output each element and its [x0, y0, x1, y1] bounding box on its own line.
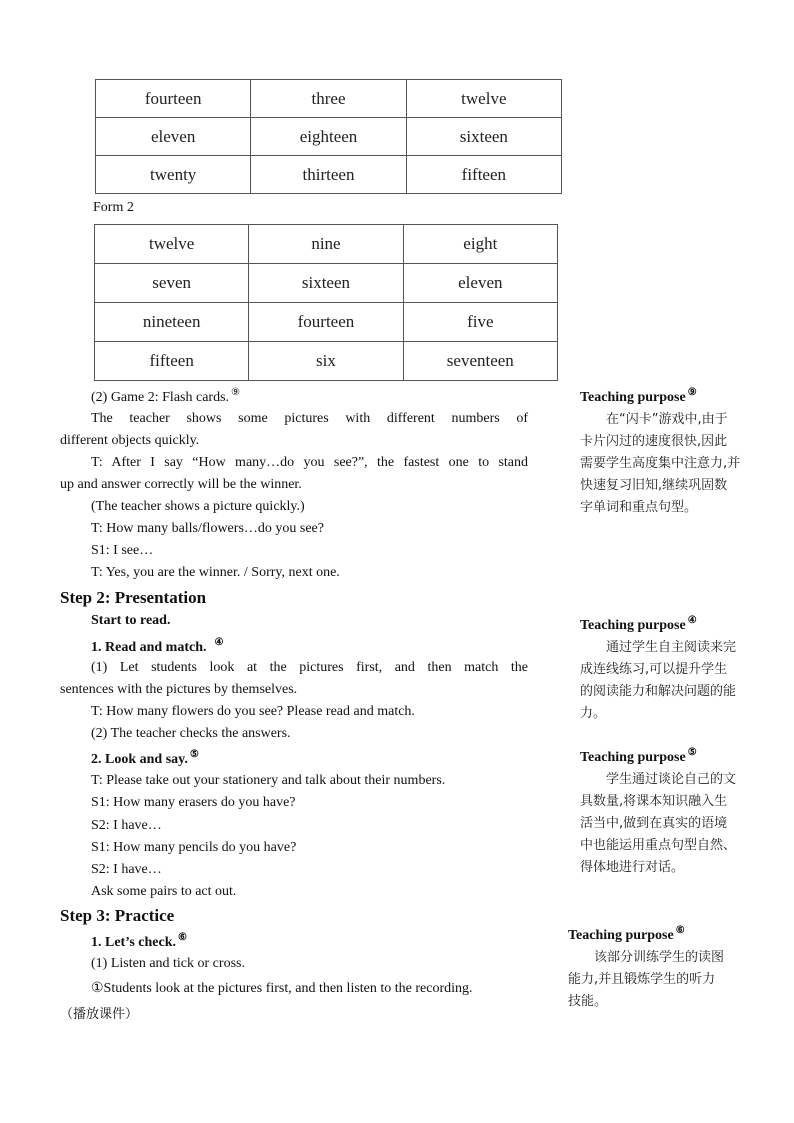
- table-cell: five: [403, 303, 557, 342]
- dialogue-line: S1: How many pencils do you have?: [91, 840, 297, 855]
- table-row: [95, 264, 558, 303]
- table-cell: fourteen: [96, 80, 251, 118]
- table-cell: nineteen: [95, 303, 249, 342]
- teaching-purpose-note: 该部分训练学生的读图 能力,并且锻炼学生的听力 技能。: [568, 950, 725, 1009]
- listen-instruction: ①Students look at the pictures first, and then listen to the recording.: [91, 981, 473, 996]
- step-2-heading: Step 2: Presentation: [60, 588, 207, 607]
- table-cell: seventeen: [403, 342, 557, 381]
- table-cell: twelve: [406, 80, 561, 118]
- teaching-purpose-note: 学生通过谈论自己的文 具数量,将课本知识融入生 活当中,做到在真实的语境 中也能运用重点句型自然、 得体地进行对话。: [580, 772, 737, 875]
- game-2-title: (2) Game 2: Flash cards. ⑨: [91, 387, 240, 405]
- game-2-paragraph-cont: different objects quickly.: [60, 433, 200, 448]
- table-cell: fifteen: [406, 156, 561, 194]
- game-2-stage-note: (The teacher shows a picture quickly.): [91, 499, 305, 514]
- table-cell: nine: [249, 225, 403, 264]
- table-cell: seven: [95, 264, 249, 303]
- table-cell: twelve: [95, 225, 249, 264]
- dialogue-line: S1: I see…: [91, 543, 154, 558]
- table-row: [96, 80, 562, 118]
- teaching-purpose-title: Teaching purpose ⑤: [580, 747, 697, 765]
- lets-check-heading: 1. Let’s check. ⑥: [91, 932, 187, 950]
- listen-tick-cross: (1) Listen and tick or cross.: [91, 956, 245, 971]
- look-and-say-act-out: Ask some pairs to act out.: [91, 884, 237, 899]
- table-cell: fourteen: [249, 303, 403, 342]
- courseware-note: （播放课件）: [60, 1007, 139, 1022]
- teaching-purpose-title: Teaching purpose ⑨: [580, 387, 697, 405]
- game-2-instruction: T: After I say “How many…do you see?”, the fastest one to stand: [91, 455, 528, 470]
- read-and-match-paragraph-cont: sentences with the pictures by themselves.: [60, 682, 298, 697]
- game-2-instruction-cont: up and answer correctly will be the winner.: [60, 477, 302, 492]
- read-and-match-paragraph: (1) Let students look at the pictures first, and then match the: [91, 660, 528, 675]
- look-and-say-heading: 2. Look and say. ⑤: [91, 749, 199, 767]
- dialogue-line: S2: I have…: [91, 862, 162, 877]
- game-2-paragraph: The teacher shows some pictures with different numbers of: [91, 411, 528, 426]
- step-3-heading: Step 3: Practice: [60, 906, 175, 925]
- form-2-label: Form 2: [93, 200, 134, 215]
- dialogue-line: T: Please take out your stationery and talk about their numbers.: [91, 773, 446, 788]
- table-cell: eleven: [403, 264, 557, 303]
- teaching-purpose-note: 在“闪卡”游戏中,由于 卡片闪过的速度很快,因此 需要学生高度集中注意力,并 快速复习旧知,继续巩固数 字单词和重点句型。: [580, 412, 741, 515]
- table-cell: fifteen: [95, 342, 249, 381]
- read-and-match-check: (2) The teacher checks the answers.: [91, 726, 291, 741]
- dialogue-line: S2: I have…: [91, 818, 162, 833]
- dialogue-line: S1: How many erasers do you have?: [91, 795, 296, 810]
- start-to-read: Start to read.: [91, 613, 171, 628]
- table-row: [95, 303, 558, 342]
- table-cell: three: [251, 80, 406, 118]
- teaching-purpose-title: Teaching purpose ④: [580, 615, 697, 633]
- dialogue-line: T: How many balls/flowers…do you see?: [91, 521, 324, 536]
- table-cell: thirteen: [251, 156, 406, 194]
- table-row: [95, 225, 558, 264]
- teaching-purpose-note: 通过学生自主阅读来完 成连线练习,可以提升学生 的阅读能力和解决问题的能 力。: [580, 640, 737, 721]
- number-table-1: [95, 79, 562, 194]
- table-cell: twenty: [96, 156, 251, 194]
- read-and-match-heading: 1. Read and match. ④: [91, 637, 224, 655]
- table-cell: eight: [403, 225, 557, 264]
- table-cell: sixteen: [406, 118, 561, 156]
- table-cell: six: [249, 342, 403, 381]
- table-row: [96, 118, 562, 156]
- table-cell: sixteen: [249, 264, 403, 303]
- table-cell: eleven: [96, 118, 251, 156]
- dialogue-line: T: Yes, you are the winner. / Sorry, next one.: [91, 565, 340, 580]
- table-row: [96, 156, 562, 194]
- teaching-purpose-title: Teaching purpose ⑥: [568, 925, 685, 943]
- dialogue-line: T: How many flowers do you see? Please read and match.: [91, 704, 415, 719]
- table-row: [95, 342, 558, 381]
- table-cell: eighteen: [251, 118, 406, 156]
- number-table-2: [94, 224, 558, 381]
